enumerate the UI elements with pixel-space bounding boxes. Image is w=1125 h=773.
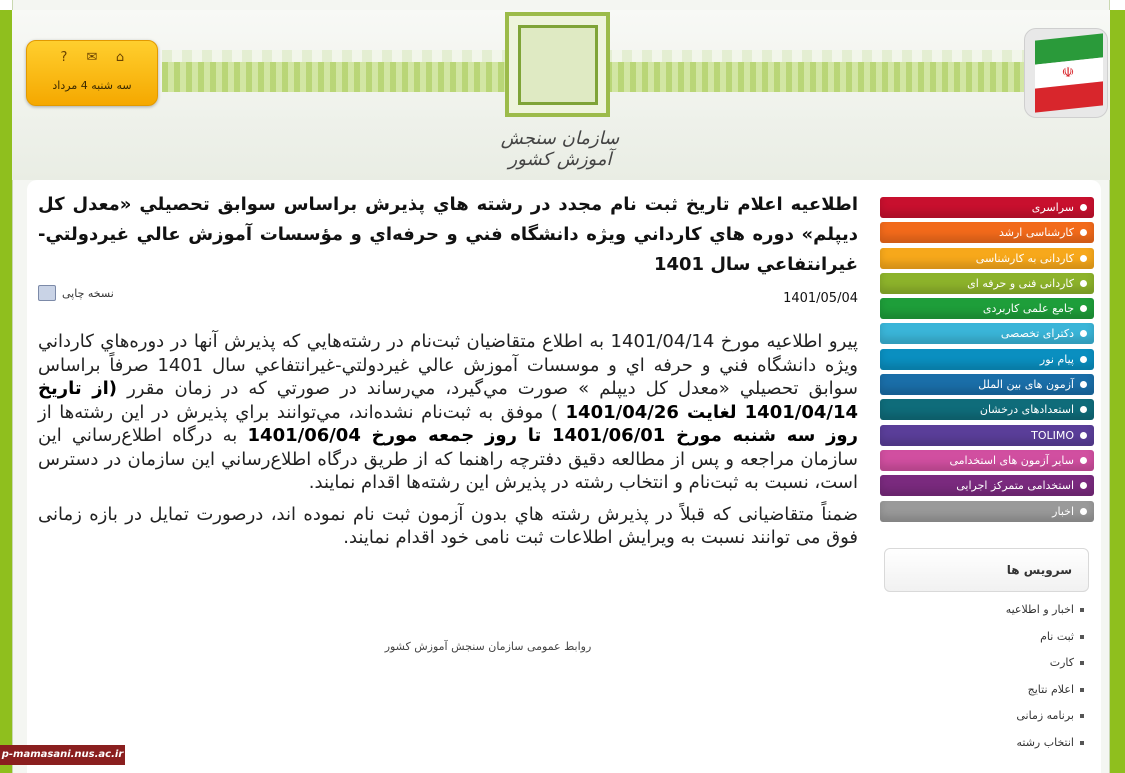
service-link[interactable]: انتخاب رشته: [884, 735, 1084, 762]
mail-icon[interactable]: ✉: [86, 50, 98, 65]
home-icon[interactable]: ⌂: [115, 50, 125, 65]
services-header: سرویس ها: [884, 548, 1089, 592]
menu-item[interactable]: سراسری: [880, 197, 1094, 218]
article: [38, 190, 858, 653]
site-watermark: p-mamasani.nus.ac.ir: [0, 745, 125, 765]
menu-item[interactable]: جامع علمی کاربردی: [880, 298, 1094, 319]
help-icon[interactable]: ?: [60, 50, 68, 65]
printer-icon: [38, 285, 56, 301]
meta-row: [38, 285, 858, 309]
menu-item[interactable]: کاردانی به کارشناسی: [880, 248, 1094, 269]
menu-item[interactable]: دکترای تخصصی: [880, 323, 1094, 344]
service-link[interactable]: اخبار و اطلاعیه: [884, 602, 1084, 629]
article-title: اطلاعيه اعلام تاريخ ثبت نام مجدد در رشته هاي پذيرش براساس سوابق تحصيلي «معدل كل ديپلم» دوره هاي كارداني ويژه دانشگاه فني و حرفه‌اي و مؤسسات آموزش عالي غيردولتي-غيرانتفاعي سال 1401: [38, 194, 858, 275]
logo-mark: [518, 25, 598, 105]
menu-item[interactable]: اخبار: [880, 501, 1094, 522]
article-body: [38, 330, 858, 558]
menu-item[interactable]: TOLIMO: [880, 425, 1094, 446]
current-date: سه شنبه 4 مرداد: [52, 79, 132, 92]
menu-item[interactable]: سایر آزمون های استخدامی: [880, 450, 1094, 471]
menu-item[interactable]: استعدادهای درخشان: [880, 399, 1094, 420]
org-logo[interactable]: [505, 12, 610, 117]
article-footer: روابط عمومی سازمان سنجش آموزش کشور: [384, 640, 592, 653]
print-link[interactable]: [38, 285, 114, 301]
service-link[interactable]: ثبت نام: [884, 629, 1084, 656]
paragraph-1: پيرو اطلاعيه مورخ 1401/04/14 به اطلاع متقاضيان ثبت‌نام در رشته‌هايي كه پذيرش آنها در دوره‌هاي كارداني ويژه دانشگاه فني و حرفه اي و موسسات آموزش عالي غيردولتي-غيرانتفاعي سال 1401 صرفاً براساس سوابق تحصيلي «معدل كل ديپلم » صورت مي‌گيرد، مي‌رساند در صورتي كه در زمان مقرر (از تاريخ 1401/04/14 لغايت 1401/04/26 ) موفق به ثبت‌نام نشده‌اند، مي‌توانند براي پذيرش در اين رشته‌ها از روز سه شنبه مورخ 1401/06/01 تا روز جمعه مورخ 1401/06/04 به درگاه اطلاع‌رساني اين سازمان مراجعه و پس از مطالعه دقيق دفترچه راهنما كه از طريق درگاه اطلاع‌رساني اين سازمان در دسترس است، نسبت به ثبت‌نام و انتخاب رشته در پذيرش اين رشته‌ها اقدام نمايند.: [38, 331, 858, 493]
date-box: [26, 40, 158, 106]
menu-item[interactable]: استخدامی متمرکز اجرایی: [880, 475, 1094, 496]
service-link[interactable]: برنامه زمانی: [884, 708, 1084, 735]
menu-item[interactable]: آزمون های بین الملل: [880, 374, 1094, 395]
menu-item[interactable]: کاردانی فنی و حرفه ای: [880, 273, 1094, 294]
paragraph-2: ضمناً متقاضيانی كه قبلاً در پذيرش رشته هاي بدون آزمون ثبت نام نموده اند، درصورت تمايل در بازه زمانی فوق می توانند نسبت به ويرايش اطلاعات ثبت نامی خود اقدام نمايند.: [38, 503, 858, 548]
exam-menu: [880, 197, 1094, 526]
iran-flag: [1024, 28, 1108, 118]
flag-emblem-icon: ☫: [1061, 65, 1075, 81]
menu-item[interactable]: پیام نور: [880, 349, 1094, 370]
services-list: [884, 602, 1084, 762]
org-name: سازمان سنجش آموزش کشور: [500, 128, 620, 170]
print-label: نسخه چاپی: [62, 286, 114, 300]
menu-item[interactable]: کارشناسی ارشد: [880, 222, 1094, 243]
service-link[interactable]: کارت: [884, 655, 1084, 682]
article-date: 1401/05/04: [783, 291, 858, 306]
service-link[interactable]: اعلام نتایج: [884, 682, 1084, 709]
